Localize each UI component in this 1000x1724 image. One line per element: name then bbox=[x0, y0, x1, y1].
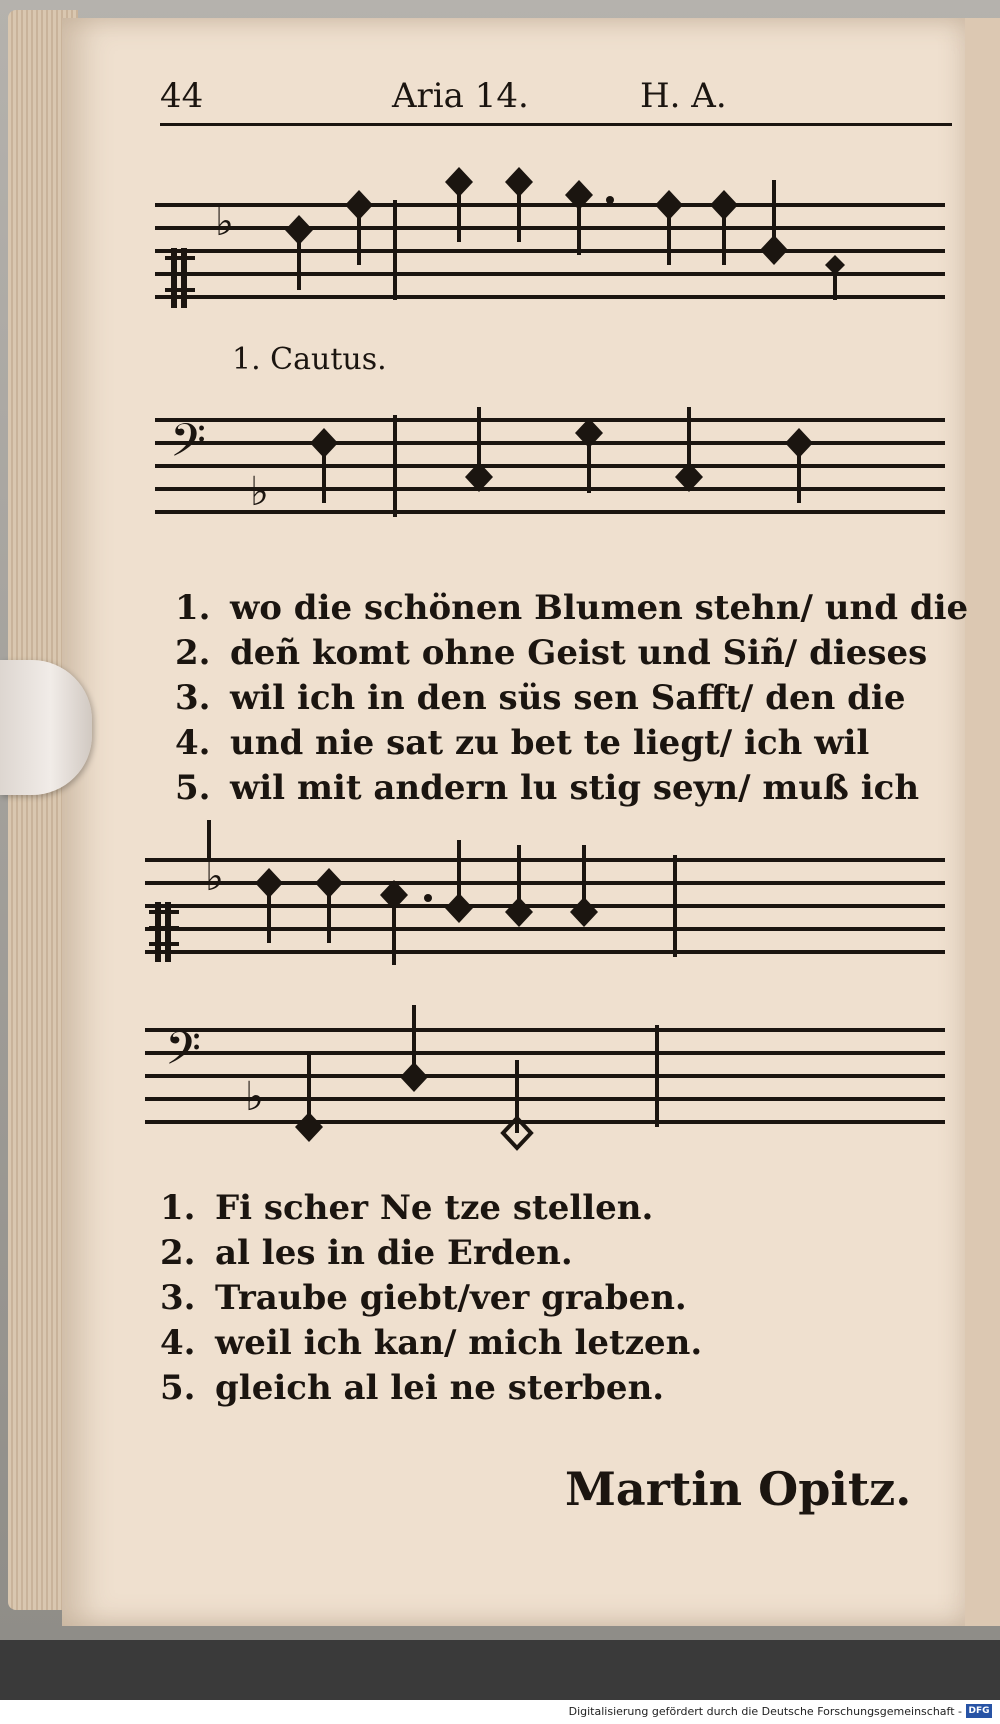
verse-text: deñ komt ohne Geist und Siñ/ dieses bbox=[230, 633, 928, 673]
svg-text:𝄢: 𝄢 bbox=[165, 1022, 202, 1087]
verse2-line-3 bbox=[160, 1278, 687, 1318]
verse2-line-2 bbox=[160, 1233, 573, 1273]
staff-system-4 bbox=[145, 1005, 955, 1175]
verse-number: 4. bbox=[175, 723, 211, 763]
verse-number: 1. bbox=[175, 588, 211, 628]
svg-text:♭: ♭ bbox=[205, 854, 224, 900]
verse-text: gleich al lei ne sterben. bbox=[215, 1368, 665, 1408]
svg-text:𝄢: 𝄢 bbox=[170, 414, 207, 479]
verse-text: al les in die Erden. bbox=[215, 1233, 573, 1273]
verse-line-3 bbox=[175, 678, 905, 718]
facing-page-edge bbox=[965, 18, 1000, 1626]
verse-text: wil ich in den süs sen Safft/ den die bbox=[230, 678, 906, 718]
verse-line-5 bbox=[175, 768, 919, 808]
verse-number: 3. bbox=[175, 678, 211, 718]
verse-text: und nie sat zu bet te liegt/ ich wil bbox=[230, 723, 870, 763]
page-title: Aria 14. bbox=[392, 76, 529, 116]
funding-credit: Digitalisierung gefördert durch die Deutsche Forschungsgemeinschaft - bbox=[568, 1705, 962, 1718]
verse-number: 3. bbox=[160, 1278, 196, 1318]
voice-label: 1. Cautus. bbox=[232, 342, 387, 377]
author-mark: H. A. bbox=[640, 76, 727, 116]
verse-number: 1. bbox=[160, 1188, 196, 1228]
dfg-logo: DFG bbox=[966, 1704, 992, 1718]
svg-text:♭: ♭ bbox=[215, 199, 234, 245]
verse-line-2 bbox=[175, 633, 927, 673]
verse-text: wo die schönen Blumen stehn/ und die bbox=[230, 588, 969, 628]
verse-text: weil ich kan/ mich letzen. bbox=[215, 1323, 703, 1363]
svg-text:♭: ♭ bbox=[250, 469, 269, 515]
header-rule bbox=[160, 123, 952, 126]
page-number: 44 bbox=[160, 76, 204, 116]
verse2-line-4 bbox=[160, 1323, 702, 1363]
verse2-line-5 bbox=[160, 1368, 664, 1408]
verse2-line-1 bbox=[160, 1188, 653, 1228]
author-signature: Martin Opitz. bbox=[565, 1462, 912, 1516]
verse-number: 4. bbox=[160, 1323, 196, 1363]
staff-system-2 bbox=[155, 395, 955, 555]
svg-text:♭: ♭ bbox=[245, 1074, 264, 1120]
verse-line-1 bbox=[175, 588, 968, 628]
verse-number: 5. bbox=[160, 1368, 196, 1408]
staff-system-3 bbox=[145, 820, 955, 990]
verse-number: 5. bbox=[175, 768, 211, 808]
verse-text: Fi scher Ne tze stellen. bbox=[215, 1188, 654, 1228]
staff-system-1 bbox=[155, 160, 955, 340]
verse-number: 2. bbox=[160, 1233, 196, 1273]
verse-number: 2. bbox=[175, 633, 211, 673]
verse-line-4 bbox=[175, 723, 869, 763]
verse-text: wil mit andern lu stig seyn/ muß ich bbox=[230, 768, 920, 808]
verse-text: Traube giebt/ver graben. bbox=[215, 1278, 687, 1318]
